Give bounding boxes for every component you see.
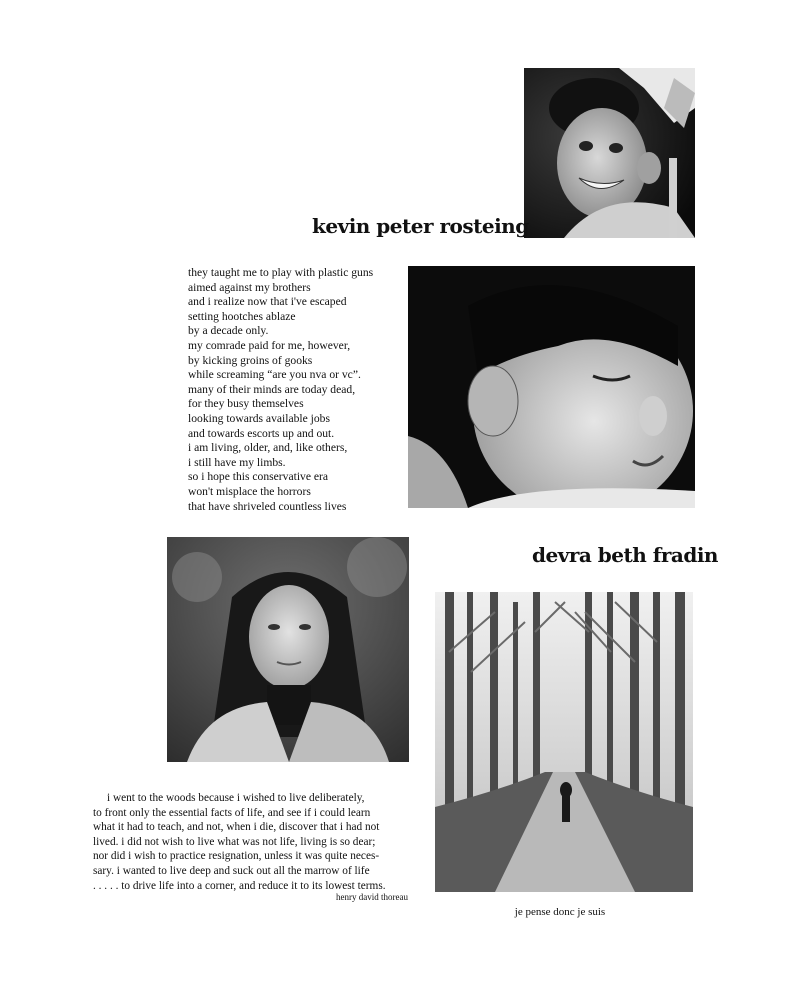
poem-line: and towards escorts up and out.	[188, 426, 335, 440]
quote-line: lived. i did not wish to live what was not life, living is so dear;	[93, 835, 376, 848]
kevin-child-photo	[524, 68, 695, 238]
quote-line: . . . . . to drive life into a corner, and reduce it to its lowest terms.	[93, 879, 386, 892]
poem-line: so i hope this conservative era	[188, 470, 329, 484]
poem-line: my comrade paid for me, however,	[188, 338, 351, 352]
quote-line: i went to the woods because i wished to live deliberately,	[107, 792, 365, 804]
poem-line: looking towards available jobs	[188, 411, 330, 425]
poem-line: by a decade only.	[188, 324, 269, 338]
quote-line: nor did i wish to practice resignation, unless it was quite neces-	[93, 850, 380, 863]
poem-line: i am living, older, and, like others,	[188, 441, 348, 455]
poem-line: many of their minds are today dead,	[188, 382, 356, 396]
poem-line: by kicking groins of gooks	[188, 353, 313, 367]
kevin-baby-photo	[408, 266, 695, 508]
poem-line: while screaming “are you nva or vc”.	[188, 368, 361, 382]
poem-line: that have shriveled countless lives	[188, 499, 347, 513]
poem-line: for they busy themselves	[188, 397, 304, 411]
quote-line: sary. i wanted to live deep and suck out all the marrow of life	[93, 864, 370, 877]
devra-name-heading: devra beth fradin	[532, 543, 718, 567]
kevin-poem	[188, 266, 403, 514]
photo-caption: je pense donc je suis	[514, 906, 606, 918]
poem-line: setting hootches ablaze	[188, 309, 296, 323]
quote-line: what it had to teach, and not, when i die, discover that i had not	[93, 821, 380, 834]
poem-line: and i realize now that i've escaped	[188, 295, 347, 309]
quote-line: to front only the essential facts of life, and see if i could learn	[93, 806, 371, 819]
poem-line: i still have my limbs.	[188, 455, 286, 469]
poem-line: won't misplace the horrors	[188, 484, 311, 498]
devra-portrait-photo	[167, 537, 409, 762]
forest-path-photo	[435, 592, 693, 892]
quote-attribution: henry david thoreau	[336, 892, 408, 902]
thoreau-quote	[93, 791, 411, 893]
kevin-name-heading: kevin peter rosteing	[312, 214, 529, 238]
poem-line: aimed against my brothers	[188, 280, 311, 294]
poem-line: they taught me to play with plastic guns	[188, 266, 374, 279]
